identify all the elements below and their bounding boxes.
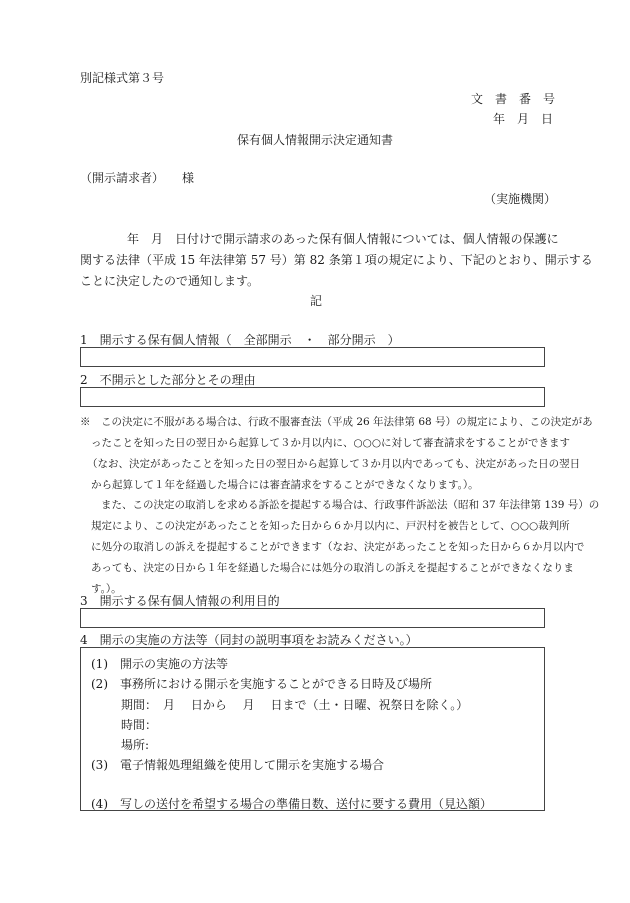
note-line-7: に処分の取消しの訴えを提起することができます（なお、決定があったことを知った日から６か月以内で <box>91 541 585 553</box>
note-line-3: （なお、決定があったことを知った日の翌日から起算して３か月以内であっても、決定があった日の翌日 <box>87 458 581 470</box>
method-time: 時間： <box>121 718 158 732</box>
body-line-3: ことに決定したので通知します。 <box>80 274 260 288</box>
section-1-field[interactable] <box>80 347 545 367</box>
method-box <box>80 647 545 811</box>
method-item-2: (2) 事務所における開示を実施することができる日時及び場所 <box>91 677 433 691</box>
section-2-field[interactable] <box>80 387 545 407</box>
note-line-1: ※ この決定に不服がある場合は、行政不服審査法（平成 26 年法律第 68 号）の規定により、この決定があ <box>80 416 593 428</box>
body-line-2: 関する法律（平成 15 年法律第 57 号）第 82 条第１項の規定により、下記のとおり、開示する <box>80 253 593 267</box>
document-title: 保有個人情報開示決定通知書 <box>237 133 394 147</box>
method-period: 期間： 月 日から 月 日まで（土・日曜、祝祭日を除く。） <box>121 698 469 712</box>
method-item-3: (3) 電子情報処理組織を使用して開示を実施する場合 <box>91 758 385 772</box>
section-2-heading: 2 不開示とした部分とその理由 <box>80 373 256 387</box>
body-line-1: 年 月 日付けで開示請求のあった保有個人情報については、個人情報の保護に <box>127 232 559 246</box>
note-line-9: す。）。 <box>91 583 122 595</box>
note-line-5: また、この決定の取消しを求める訴訟を提起する場合は、行政事件訴訟法（昭和 37 年法律第 139 号）の <box>101 499 600 511</box>
requester-label: （開示請求者） 様 <box>80 171 195 185</box>
section-3-field[interactable] <box>80 608 545 628</box>
section-4-heading: 4 開示の実施の方法等（同封の説明事項をお読みください。） <box>80 633 418 647</box>
section-3-heading: 3 開示する保有個人情報の利用目的 <box>80 594 280 608</box>
note-line-6: 規定により、この決定があったことを知った日から６か月以内に、戸沢村を被告として、○○○裁判所 <box>91 520 570 532</box>
method-item-4: (4) 写しの送付を希望する場合の準備日数、送付に要する費用（見込額） <box>91 797 493 811</box>
date-label: 年 月 日 <box>493 112 554 126</box>
ki-heading: 記 <box>310 294 323 308</box>
section-1-heading: 1 開示する保有個人情報（ 全部開示 ・ 部分開示 ） <box>80 333 400 347</box>
note-line-2: ったことを知った日の翌日から起算して３か月以内に、○○○に対して審査請求をすることができます <box>91 437 570 449</box>
method-item-1: (1) 開示の実施の方法等 <box>91 657 228 671</box>
form-number: 別記様式第３号 <box>80 71 165 85</box>
note-line-8: あっても、決定の日から１年を経過した場合には処分の取消しの訴えを提起することができなくなりま <box>91 562 574 574</box>
document-number-label: 文 書 番 号 <box>471 92 556 106</box>
note-line-4: から起算して１年を経過した場合には審査請求をすることができなくなります。）。 <box>91 479 479 491</box>
agency-label: （実施機関） <box>484 192 557 206</box>
method-place: 場所: <box>121 738 150 752</box>
